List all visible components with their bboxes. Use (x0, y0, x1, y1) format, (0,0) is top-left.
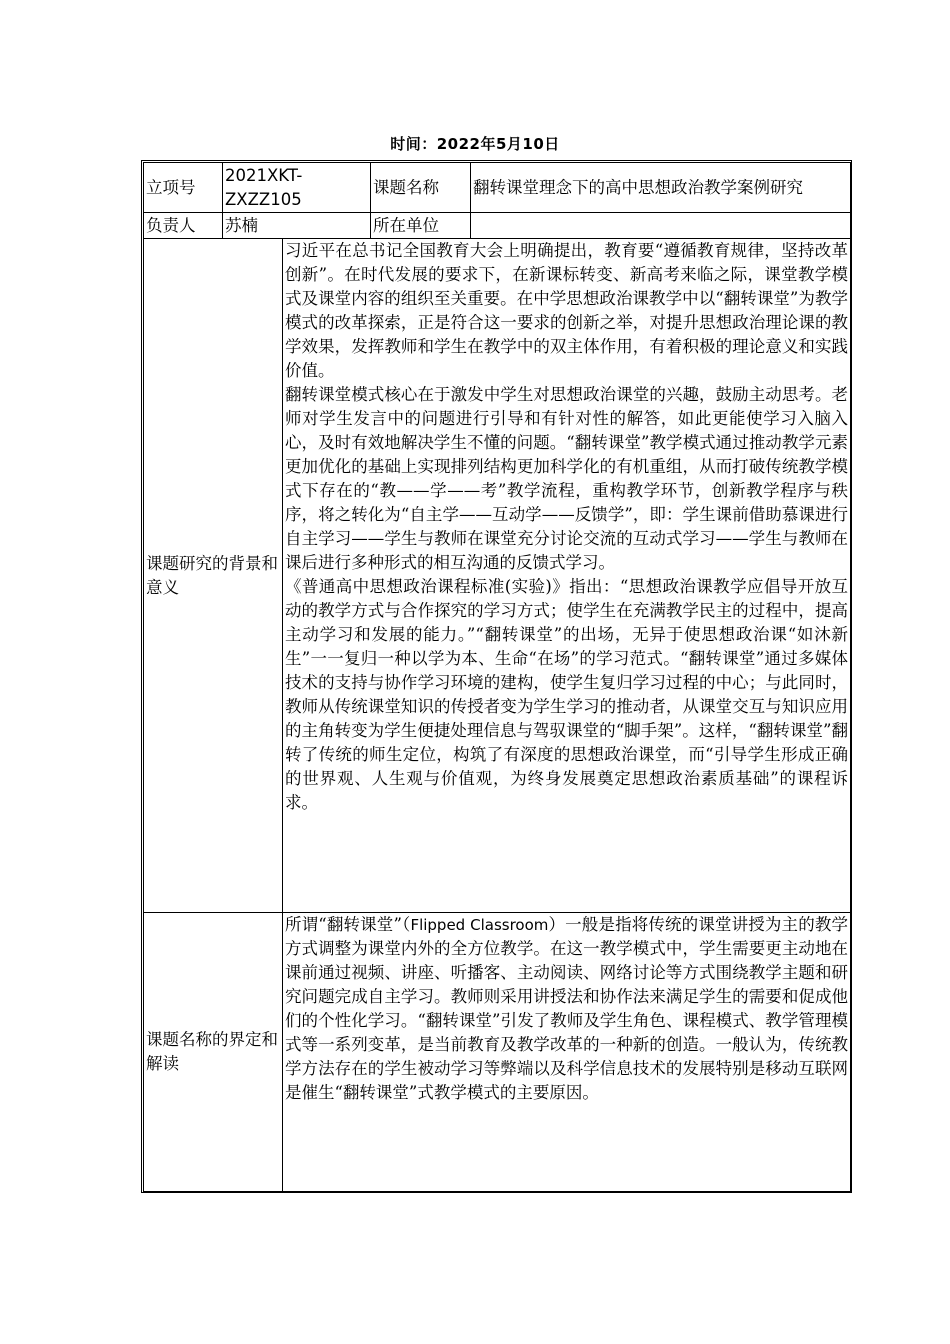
table-row-definition (144, 913, 851, 1192)
project-title-value: 翻转课堂理念下的高中思想政治教学案例研究 (471, 163, 851, 213)
definition-text-pre: 所谓“翻转课堂”（ (285, 915, 411, 934)
unit-value (471, 213, 851, 239)
definition-text-post: ）一般是指将传统的课堂讲授为主的教学方式调整为课堂内外的全方位教学。在这一教学模式中，学生需要更主动地在课前通过视频、讲座、听播客、主动阅读、网络讨论等方式围绕教学主题和研究问题完成自主学习。教师则采用讲授法和协作法来满足学生的需要和促成他们的个性化学习。“翻转课堂”引发了教师及学生角色、课程模式、教学管理模式等一系列变革，是当前教育及教学改革的一种新的创造。一般认为，传统教学方法存在的学生被动学习等弊端以及科学信息技术的发展特别是移动互联网是催生“翻转课堂”式教学模式的主要原因。 (285, 915, 848, 1102)
background-paragraph: 习近平在总书记全国教育大会上明确提出，教育要“遵循教育规律，坚持改革创新”。在时代发展的要求下，在新课标转变、新高考来临之际，课堂教学模式及课堂内容的组织至关重要。在中学思想政治课教学中以“翻转课堂”为教学模式的改革探索，正是符合这一要求的创新之举，对提升思想政治理论课的教学效果，发挥教师和学生在教学中的双主体作用，有着积极的理论意义和实践价值。 (285, 241, 848, 380)
project-id-value: 2021XKT-ZXZZ105 (223, 163, 371, 213)
leader-label: 负责人 (144, 213, 223, 239)
leader-value: 苏楠 (223, 213, 371, 239)
background-paragraph: 《普通高中思想政治课程标准(实验)》指出：“思想政治课教学应倡导开放互动的教学方式与合作探究的学习方式；使学生在充满教学民主的过程中，提高主动学习和发展的能力。”“翻转课堂”的出场，无异于使思想政治课“如沐新生”一一复归一种以学为本、生命“在场”的学习范式。“翻转课堂”通过多媒体技术的支持与协作学习环境的建构，使学生复归学习过程的中心；与此同时，教师从传统课堂知识的传授者变为学生学习的推动者，从课堂交互与知识应用的主角转变为学生便捷处理信息与驾驭课堂的“脚手架”。这样，“翻转课堂”翻转了传统的师生定位，构筑了有深度的思想政治课堂，而“引导学生形成正确的世界观、人生观与价值观，为终身发展奠定思想政治素质基础”的课程诉求。 (285, 577, 848, 812)
background-content (283, 239, 851, 913)
table-row-leader (144, 213, 851, 239)
table-row-id (144, 163, 851, 213)
unit-label: 所在单位 (371, 213, 471, 239)
definition-label: 课题名称的界定和解读 (144, 913, 283, 1192)
table-row-background (144, 239, 851, 913)
definition-paragraph (285, 913, 848, 1105)
definition-text-latin: Flipped Classroom (410, 916, 549, 934)
project-title-label: 课题名称 (371, 163, 471, 213)
date-line: 时间：2022年5月10日 (390, 135, 560, 153)
background-paragraph: 翻转课堂模式核心在于激发中学生对思想政治课堂的兴趣，鼓励主动思考。老师对学生发言中的问题进行引导和有针对性的解答，如此更能使学习入脑入心，及时有效地解决学生不懂的问题。“翻转课堂”教学模式通过推动教学元素更加优化的基础上实现排列结构更加科学化的有机重组，从而打破传统教学模式下存在的“教——学——考”教学流程，重构教学环节，创新教学程序与秩序，将之转化为“自主学——互动学——反馈学”，即：学生课前借助慕课进行自主学习——学生与教师在课堂充分讨论交流的互动式学习——学生与教师在课后进行多种形式的相互沟通的反馈式学习。 (285, 385, 848, 572)
project-table (143, 162, 851, 1192)
background-label: 课题研究的背景和意义 (144, 239, 283, 913)
definition-content (283, 913, 851, 1192)
project-id-label: 立项号 (144, 163, 223, 213)
